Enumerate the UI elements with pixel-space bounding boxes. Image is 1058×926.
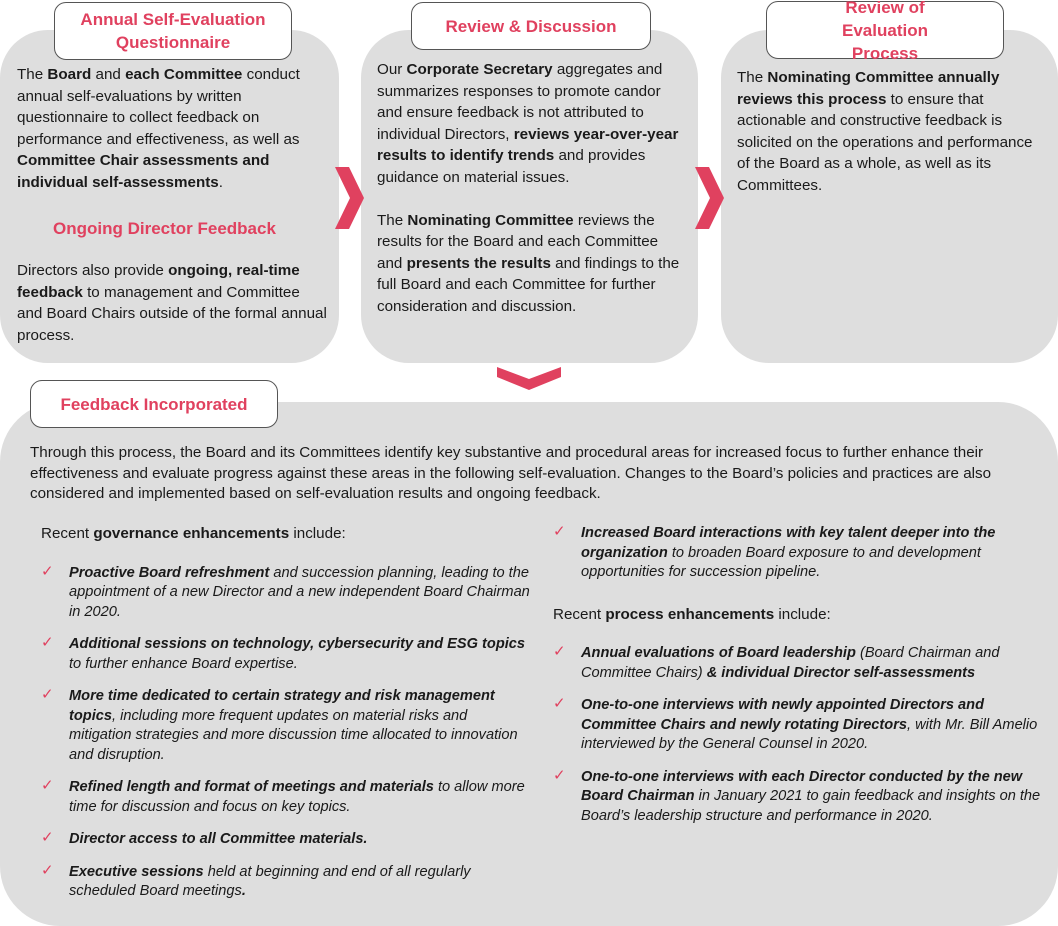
list-item-text: [581, 525, 995, 580]
text: include:: [289, 525, 346, 542]
checkmark-icon: ✓: [553, 766, 566, 784]
list-item-text: [69, 779, 525, 815]
bold-text: reviews year-over-year results to identify trends: [377, 125, 679, 165]
text: Directors also provide: [17, 262, 169, 279]
bold-text: Proactive Board refreshment: [69, 564, 270, 581]
text: The: [17, 66, 48, 83]
ongoing-feedback-paragraph: [17, 260, 329, 346]
checkmark-icon: ✓: [41, 634, 54, 651]
checkmark-icon: ✓: [41, 861, 54, 879]
text: .: [218, 173, 223, 191]
text: include:: [774, 605, 831, 623]
list-item: [41, 778, 531, 817]
checkmark-icon: ✓: [553, 695, 566, 712]
ongoing-feedback-heading: Ongoing Director Feedback: [53, 219, 276, 238]
list-item: [553, 524, 1048, 583]
governance-intro: [41, 524, 531, 544]
review-process-tag: Review of Evaluation Process: [766, 1, 1004, 59]
review-discussion-paragraph-1: [377, 59, 687, 189]
list-item: [41, 863, 531, 902]
list-item-text: [69, 864, 471, 900]
bold-text: One-to-one interviews with newly appointed Directors and Committee Chairs and newly rotating Directors: [581, 697, 985, 733]
text: Recent: [41, 525, 94, 542]
bold-text: Annual evaluations of Board leadership: [581, 645, 856, 661]
text: to management and Committee and Board Chairs outside of the formal annual process.: [17, 283, 327, 344]
bold-text: One-to-one interviews with each Director conducted by the new Board Chairman: [581, 768, 1023, 804]
checkmark-icon: ✓: [41, 829, 54, 846]
review-discussion-tag: Review & Discussion: [411, 2, 651, 50]
list-item-text: [69, 565, 530, 620]
text: (Board Chairman and Committee Chairs): [581, 645, 1000, 681]
list-item-text: [581, 697, 1037, 752]
chevron-right-icon: [333, 167, 365, 229]
bold-text: Nominating Committee annually reviews this process: [737, 69, 1000, 108]
bold-text: Committee Chair assessments and individual self-assessments: [17, 152, 270, 191]
chevron-down-icon: [497, 367, 561, 391]
bold-text: Additional sessions on technology, cybersecurity and ESG topics: [69, 636, 526, 652]
bold-text: & individual Director self-assessments: [706, 664, 976, 681]
text: The: [377, 211, 408, 229]
bold-text: Refined length and format of meetings and materials: [69, 779, 434, 795]
checkmark-icon: ✓: [553, 523, 566, 540]
list-item: [553, 696, 1048, 755]
process-intro: [553, 605, 1048, 625]
bold-text: More time dedicated to certain strategy and risk management topics: [69, 688, 495, 724]
governance-list: [41, 524, 531, 915]
list-item: [41, 564, 531, 623]
checkmark-icon: ✓: [41, 562, 54, 580]
bold-text: each Committee: [125, 66, 243, 83]
feedback-intro: Through this process, the Board and its Committees identify key substantive and procedural areas for increased focus to further enhance their effectiveness and evaluate progress against these areas in the following self-evaluation. Changes to the Board’s policies and practices are also considered and implemented based on self-evaluation results and ongoing feedback.: [30, 444, 992, 502]
text: , including more frequent updates on material risks and mitigation strategies and more discussion time allocated to innovation and disruption.: [69, 707, 518, 763]
list-item-text: [69, 831, 368, 847]
process-list: [553, 524, 1048, 839]
text: aggregates and summarizes responses to promote candor and ensure feedback is not attributed to individual Directors,: [377, 61, 663, 143]
checkmark-icon: ✓: [41, 686, 54, 703]
text: Our: [377, 61, 407, 78]
questionnaire-paragraph: [17, 64, 329, 194]
review-process-text: [737, 67, 1043, 197]
list-item: [553, 768, 1048, 827]
bold-text: Nominating Committee: [407, 211, 574, 229]
checkmark-icon: ✓: [41, 777, 54, 794]
text: to ensure that actionable and constructive feedback is solicited on the operations and performance of the Board as a whole, as well as its Committees.: [737, 90, 1033, 194]
list-item: [553, 644, 1048, 683]
text: in January 2021 to gain feedback and insights on the Board’s leadership structure and performance in 2020.: [581, 788, 1041, 824]
list-item: [41, 830, 531, 850]
review-discussion-text: [377, 59, 687, 318]
bold-text: ongoing, real-time feedback: [17, 262, 300, 301]
text: to allow more time for discussion and focus on key topics.: [69, 779, 525, 815]
text: and provides guidance on material issues.: [377, 147, 646, 186]
list-item-text: [69, 636, 525, 672]
list-item-text: [69, 688, 518, 763]
bold-text: Executive sessions: [69, 863, 204, 880]
text: , with Mr. Bill Amelio interviewed by the General Counsel in 2020.: [581, 716, 1038, 752]
questionnaire-text: [17, 64, 329, 194]
text: The: [737, 69, 768, 86]
text: and succession planning, leading to the appointment of a new Director and a new independent Board Chairman in 2020.: [69, 564, 530, 620]
bold-text: presents the results: [406, 254, 551, 272]
text: to further enhance Board expertise.: [69, 655, 298, 672]
ongoing-feedback-text: [17, 260, 329, 346]
chevron-right-icon: [693, 167, 725, 229]
text: conduct annual self-evaluations by written questionnaire to collect feedback on performance and effectiveness, as well as: [17, 66, 300, 148]
text: held at beginning and end of all regularly scheduled Board meetings: [69, 863, 471, 899]
text: and: [91, 66, 126, 83]
bold-text: Board: [47, 66, 92, 83]
list-item: [41, 635, 531, 674]
feedback-tag: Feedback Incorporated: [30, 380, 278, 428]
bold-text: Director access to all Committee materials.: [69, 831, 368, 847]
list-item: [41, 687, 531, 765]
list-item-text: [581, 769, 1040, 824]
text: to broaden Board exposure to and development opportunities for succession pipeline.: [581, 544, 981, 580]
questionnaire-tag: Annual Self-Evaluation Questionnaire: [54, 2, 292, 60]
bold-text: process enhancements: [605, 605, 775, 623]
list-item-text: [581, 645, 1000, 681]
text: Recent: [553, 605, 606, 623]
checkmark-icon: ✓: [553, 643, 566, 660]
bold-text: Corporate Secretary: [406, 61, 553, 78]
review-process-paragraph: [737, 67, 1043, 197]
text: reviews the results for the Board and each Committee and: [377, 211, 659, 272]
bold-text: .: [241, 883, 246, 899]
text: and findings to the full Board and each Committee for further consideration and discussion.: [377, 254, 680, 315]
bold-text: governance enhancements: [93, 525, 290, 542]
bold-text: Increased Board interactions with key talent deeper into the organization: [581, 525, 996, 561]
review-discussion-paragraph-2: [377, 210, 687, 318]
